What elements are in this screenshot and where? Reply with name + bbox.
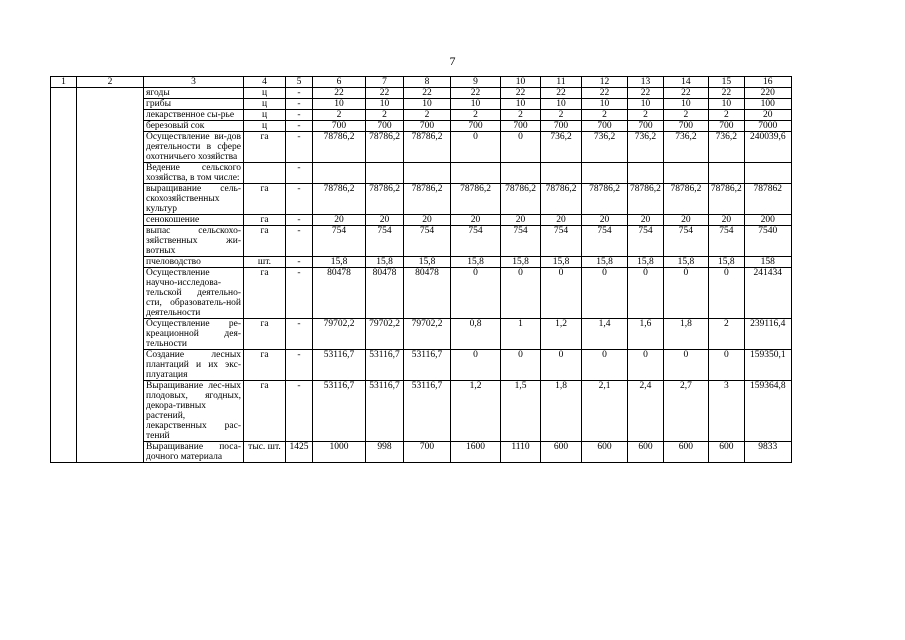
activity-name-cell: Осуществление научно-исследова-тельской деятельно-сти, образователь-ной деятельности xyxy=(144,268,244,319)
activity-name-cell: березовый сок xyxy=(144,121,244,132)
value-cell: 78786,2 xyxy=(313,132,366,163)
value-cell: 1110 xyxy=(501,442,541,463)
value-cell: 754 xyxy=(366,226,404,257)
base-value-cell: - xyxy=(286,226,313,257)
value-cell: 754 xyxy=(501,226,541,257)
value-cell: 80478 xyxy=(404,268,451,319)
value-cell: 754 xyxy=(313,226,366,257)
value-cell: 53116,7 xyxy=(404,350,451,381)
activity-name-cell: Осуществление ви-дов деятельности в сфере охотничьего хозяйства xyxy=(144,132,244,163)
column-number-11: 11 xyxy=(541,77,582,88)
value-cell: 20 xyxy=(708,215,744,226)
value-cell: 754 xyxy=(541,226,582,257)
value-cell: 1,8 xyxy=(541,381,582,442)
value-cell: 0 xyxy=(451,132,501,163)
value-cell: 22 xyxy=(501,88,541,99)
value-cell: 2,7 xyxy=(663,381,708,442)
value-cell: 2 xyxy=(582,110,628,121)
value-cell: 80478 xyxy=(366,268,404,319)
value-cell xyxy=(582,163,628,184)
total-cell: 100 xyxy=(744,99,791,110)
value-cell: 53116,7 xyxy=(313,381,366,442)
value-cell: 700 xyxy=(541,121,582,132)
value-cell: 53116,7 xyxy=(404,381,451,442)
column-number-12: 12 xyxy=(582,77,628,88)
activity-name-cell: выращивание сель-скохозяйственных культур xyxy=(144,184,244,215)
value-cell: 10 xyxy=(451,99,501,110)
value-cell: 15,8 xyxy=(313,257,366,268)
value-cell: 20 xyxy=(404,215,451,226)
value-cell: 1,6 xyxy=(628,319,664,350)
value-cell xyxy=(541,163,582,184)
value-cell: 22 xyxy=(451,88,501,99)
value-cell: 754 xyxy=(628,226,664,257)
value-cell: 22 xyxy=(541,88,582,99)
value-cell: 700 xyxy=(366,121,404,132)
value-cell: 15,8 xyxy=(366,257,404,268)
value-cell: 0 xyxy=(663,350,708,381)
value-cell: 22 xyxy=(404,88,451,99)
base-value-cell: - xyxy=(286,381,313,442)
value-cell: 22 xyxy=(708,88,744,99)
base-value-cell: - xyxy=(286,99,313,110)
unit-cell: га xyxy=(244,319,286,350)
value-cell: 20 xyxy=(582,215,628,226)
value-cell: 53116,7 xyxy=(366,350,404,381)
value-cell: 700 xyxy=(451,121,501,132)
value-cell: 2 xyxy=(451,110,501,121)
value-cell: 15,8 xyxy=(451,257,501,268)
total-cell: 241434 xyxy=(744,268,791,319)
value-cell: 2,1 xyxy=(582,381,628,442)
value-cell xyxy=(451,163,501,184)
base-value-cell: - xyxy=(286,110,313,121)
unit-cell: га xyxy=(244,184,286,215)
value-cell: 2 xyxy=(541,110,582,121)
value-cell: 2 xyxy=(313,110,366,121)
value-cell: 2 xyxy=(501,110,541,121)
value-cell: 754 xyxy=(708,226,744,257)
table-row xyxy=(51,319,792,350)
value-cell: 15,8 xyxy=(663,257,708,268)
value-cell: 754 xyxy=(404,226,451,257)
value-cell: 0 xyxy=(628,350,664,381)
value-cell: 78786,2 xyxy=(582,184,628,215)
value-cell: 15,8 xyxy=(541,257,582,268)
value-cell: 15,8 xyxy=(582,257,628,268)
value-cell: 79702,2 xyxy=(404,319,451,350)
value-cell: 10 xyxy=(366,99,404,110)
value-cell: 20 xyxy=(451,215,501,226)
value-cell: 736,2 xyxy=(708,132,744,163)
value-cell xyxy=(404,163,451,184)
column-number-16: 16 xyxy=(744,77,791,88)
activity-name-cell: Осуществление ре-креационной дея-тельности xyxy=(144,319,244,350)
column-number-3: 3 xyxy=(144,77,244,88)
value-cell: 20 xyxy=(501,215,541,226)
column-number-7: 7 xyxy=(366,77,404,88)
value-cell: 736,2 xyxy=(663,132,708,163)
unit-cell: ц xyxy=(244,121,286,132)
value-cell: 600 xyxy=(708,442,744,463)
value-cell: 700 xyxy=(663,121,708,132)
table-row xyxy=(51,257,792,268)
value-cell: 2 xyxy=(628,110,664,121)
value-cell: 10 xyxy=(541,99,582,110)
value-cell: 53116,7 xyxy=(366,381,404,442)
value-cell: 736,2 xyxy=(628,132,664,163)
unit-cell: га xyxy=(244,350,286,381)
value-cell: 1,2 xyxy=(451,381,501,442)
value-cell: 0 xyxy=(501,268,541,319)
base-value-cell: - xyxy=(286,88,313,99)
column-number-2: 2 xyxy=(77,77,144,88)
unit-cell: ц xyxy=(244,99,286,110)
value-cell: 700 xyxy=(708,121,744,132)
total-cell: 9833 xyxy=(744,442,791,463)
unit-cell: шт. xyxy=(244,257,286,268)
value-cell: 2 xyxy=(663,110,708,121)
value-cell: 78786,2 xyxy=(663,184,708,215)
unit-cell: тыс. шт. xyxy=(244,442,286,463)
value-cell: 10 xyxy=(501,99,541,110)
total-cell: 7540 xyxy=(744,226,791,257)
activity-name-cell: выпас сельскохо-зяйственных жи-вотных xyxy=(144,226,244,257)
unit-cell: га xyxy=(244,381,286,442)
table-row xyxy=(51,132,792,163)
column-1-cell xyxy=(51,88,77,463)
value-cell: 20 xyxy=(366,215,404,226)
total-cell: 200 xyxy=(744,215,791,226)
total-cell: 239116,4 xyxy=(744,319,791,350)
value-cell: 20 xyxy=(663,215,708,226)
value-cell: 0 xyxy=(708,268,744,319)
table-row xyxy=(51,99,792,110)
value-cell: 1,8 xyxy=(663,319,708,350)
value-cell: 0 xyxy=(501,132,541,163)
value-cell: 20 xyxy=(541,215,582,226)
table-row xyxy=(51,184,792,215)
activity-name-cell: лекарственное сы-рье xyxy=(144,110,244,121)
activity-name-cell: грибы xyxy=(144,99,244,110)
column-number-14: 14 xyxy=(663,77,708,88)
total-cell: 158 xyxy=(744,257,791,268)
value-cell xyxy=(663,163,708,184)
value-cell: 0 xyxy=(663,268,708,319)
value-cell: 1600 xyxy=(451,442,501,463)
value-cell xyxy=(708,163,744,184)
unit-cell: га xyxy=(244,215,286,226)
unit-cell: га xyxy=(244,226,286,257)
value-cell: 2 xyxy=(708,319,744,350)
value-cell: 0 xyxy=(541,350,582,381)
value-cell: 0 xyxy=(541,268,582,319)
value-cell: 600 xyxy=(541,442,582,463)
total-cell: 159364,8 xyxy=(744,381,791,442)
value-cell: 10 xyxy=(708,99,744,110)
value-cell xyxy=(628,163,664,184)
value-cell: 78786,2 xyxy=(404,184,451,215)
value-cell: 700 xyxy=(404,121,451,132)
total-cell: 240039,6 xyxy=(744,132,791,163)
value-cell: 15,8 xyxy=(501,257,541,268)
table-row xyxy=(51,215,792,226)
unit-cell: ц xyxy=(244,88,286,99)
table-row xyxy=(51,268,792,319)
value-cell: 2 xyxy=(366,110,404,121)
value-cell: 0 xyxy=(628,268,664,319)
base-value-cell: - xyxy=(286,132,313,163)
value-cell: 700 xyxy=(628,121,664,132)
column-number-15: 15 xyxy=(708,77,744,88)
column-number-13: 13 xyxy=(628,77,664,88)
value-cell xyxy=(501,163,541,184)
value-cell: 20 xyxy=(313,215,366,226)
value-cell: 15,8 xyxy=(628,257,664,268)
base-value-cell: - xyxy=(286,215,313,226)
value-cell: 78786,2 xyxy=(541,184,582,215)
total-cell: 159350,1 xyxy=(744,350,791,381)
value-cell: 0 xyxy=(708,350,744,381)
table-row xyxy=(51,88,792,99)
value-cell: 79702,2 xyxy=(313,319,366,350)
base-value-cell: - xyxy=(286,257,313,268)
value-cell: 3 xyxy=(708,381,744,442)
activity-name-cell: Создание лесных плантаций и их экс-плуатация xyxy=(144,350,244,381)
value-cell: 78786,2 xyxy=(366,132,404,163)
table-row xyxy=(51,110,792,121)
value-cell: 0 xyxy=(451,350,501,381)
table-header-row xyxy=(51,77,792,88)
value-cell: 1,4 xyxy=(582,319,628,350)
unit-cell: ц xyxy=(244,110,286,121)
value-cell: 22 xyxy=(313,88,366,99)
column-number-6: 6 xyxy=(313,77,366,88)
value-cell: 1000 xyxy=(313,442,366,463)
activity-name-cell: Выращивание лес-ных плодовых, ягодных, декора-тивных растений, лекарственных рас-тений xyxy=(144,381,244,442)
value-cell: 78786,2 xyxy=(628,184,664,215)
value-cell: 736,2 xyxy=(582,132,628,163)
unit-cell: га xyxy=(244,132,286,163)
table-row xyxy=(51,226,792,257)
value-cell: 10 xyxy=(663,99,708,110)
value-cell: 22 xyxy=(582,88,628,99)
value-cell: 2 xyxy=(404,110,451,121)
page-number: 7 xyxy=(449,54,456,68)
base-value-cell: - xyxy=(286,319,313,350)
base-value-cell: - xyxy=(286,184,313,215)
unit-cell: га xyxy=(244,268,286,319)
column-number-9: 9 xyxy=(451,77,501,88)
activity-name-cell: Выращивание поса-дочного материала xyxy=(144,442,244,463)
value-cell: 700 xyxy=(313,121,366,132)
base-value-cell: - xyxy=(286,121,313,132)
value-cell: 754 xyxy=(663,226,708,257)
value-cell: 600 xyxy=(663,442,708,463)
value-cell xyxy=(366,163,404,184)
base-value-cell: - xyxy=(286,268,313,319)
value-cell: 2,4 xyxy=(628,381,664,442)
value-cell: 10 xyxy=(313,99,366,110)
activity-name-cell: пчеловодство xyxy=(144,257,244,268)
value-cell: 10 xyxy=(404,99,451,110)
column-number-4: 4 xyxy=(244,77,286,88)
table-row xyxy=(51,163,792,184)
total-cell: 787862 xyxy=(744,184,791,215)
total-cell xyxy=(744,163,791,184)
value-cell: 53116,7 xyxy=(313,350,366,381)
value-cell: 78786,2 xyxy=(708,184,744,215)
value-cell: 700 xyxy=(582,121,628,132)
value-cell: 2 xyxy=(708,110,744,121)
column-number-8: 8 xyxy=(404,77,451,88)
value-cell: 754 xyxy=(451,226,501,257)
value-cell: 998 xyxy=(366,442,404,463)
column-number-10: 10 xyxy=(501,77,541,88)
value-cell: 22 xyxy=(628,88,664,99)
column-2-cell xyxy=(77,88,144,463)
value-cell: 1 xyxy=(501,319,541,350)
value-cell: 1,2 xyxy=(541,319,582,350)
value-cell: 79702,2 xyxy=(366,319,404,350)
value-cell: 0,8 xyxy=(451,319,501,350)
value-cell: 1,5 xyxy=(501,381,541,442)
value-cell: 754 xyxy=(582,226,628,257)
value-cell: 15,8 xyxy=(404,257,451,268)
value-cell: 0 xyxy=(582,268,628,319)
unit-cell xyxy=(244,163,286,184)
value-cell: 10 xyxy=(628,99,664,110)
table-row xyxy=(51,442,792,463)
total-cell: 20 xyxy=(744,110,791,121)
value-cell: 15,8 xyxy=(708,257,744,268)
column-number-5: 5 xyxy=(286,77,313,88)
total-cell: 7000 xyxy=(744,121,791,132)
value-cell: 22 xyxy=(663,88,708,99)
activity-name-cell: сенокошение xyxy=(144,215,244,226)
value-cell: 0 xyxy=(501,350,541,381)
value-cell: 600 xyxy=(582,442,628,463)
value-cell xyxy=(313,163,366,184)
value-cell: 78786,2 xyxy=(313,184,366,215)
value-cell: 78786,2 xyxy=(366,184,404,215)
table-row xyxy=(51,350,792,381)
value-cell: 700 xyxy=(501,121,541,132)
value-cell: 78786,2 xyxy=(501,184,541,215)
total-cell: 220 xyxy=(744,88,791,99)
activity-name-cell: Ведение сельского хозяйства, в том числе: xyxy=(144,163,244,184)
column-number-1: 1 xyxy=(51,77,77,88)
base-value-cell: 1425 xyxy=(286,442,313,463)
value-cell: 78786,2 xyxy=(451,184,501,215)
value-cell: 0 xyxy=(451,268,501,319)
value-cell: 22 xyxy=(366,88,404,99)
activity-name-cell: ягоды xyxy=(144,88,244,99)
value-cell: 736,2 xyxy=(541,132,582,163)
value-cell: 0 xyxy=(582,350,628,381)
base-value-cell: - xyxy=(286,350,313,381)
value-cell: 78786,2 xyxy=(404,132,451,163)
value-cell: 80478 xyxy=(313,268,366,319)
table-row xyxy=(51,121,792,132)
forest-use-table xyxy=(50,76,792,463)
value-cell: 600 xyxy=(628,442,664,463)
value-cell: 10 xyxy=(582,99,628,110)
value-cell: 20 xyxy=(628,215,664,226)
base-value-cell: - xyxy=(286,163,313,184)
table-row xyxy=(51,381,792,442)
value-cell: 700 xyxy=(404,442,451,463)
